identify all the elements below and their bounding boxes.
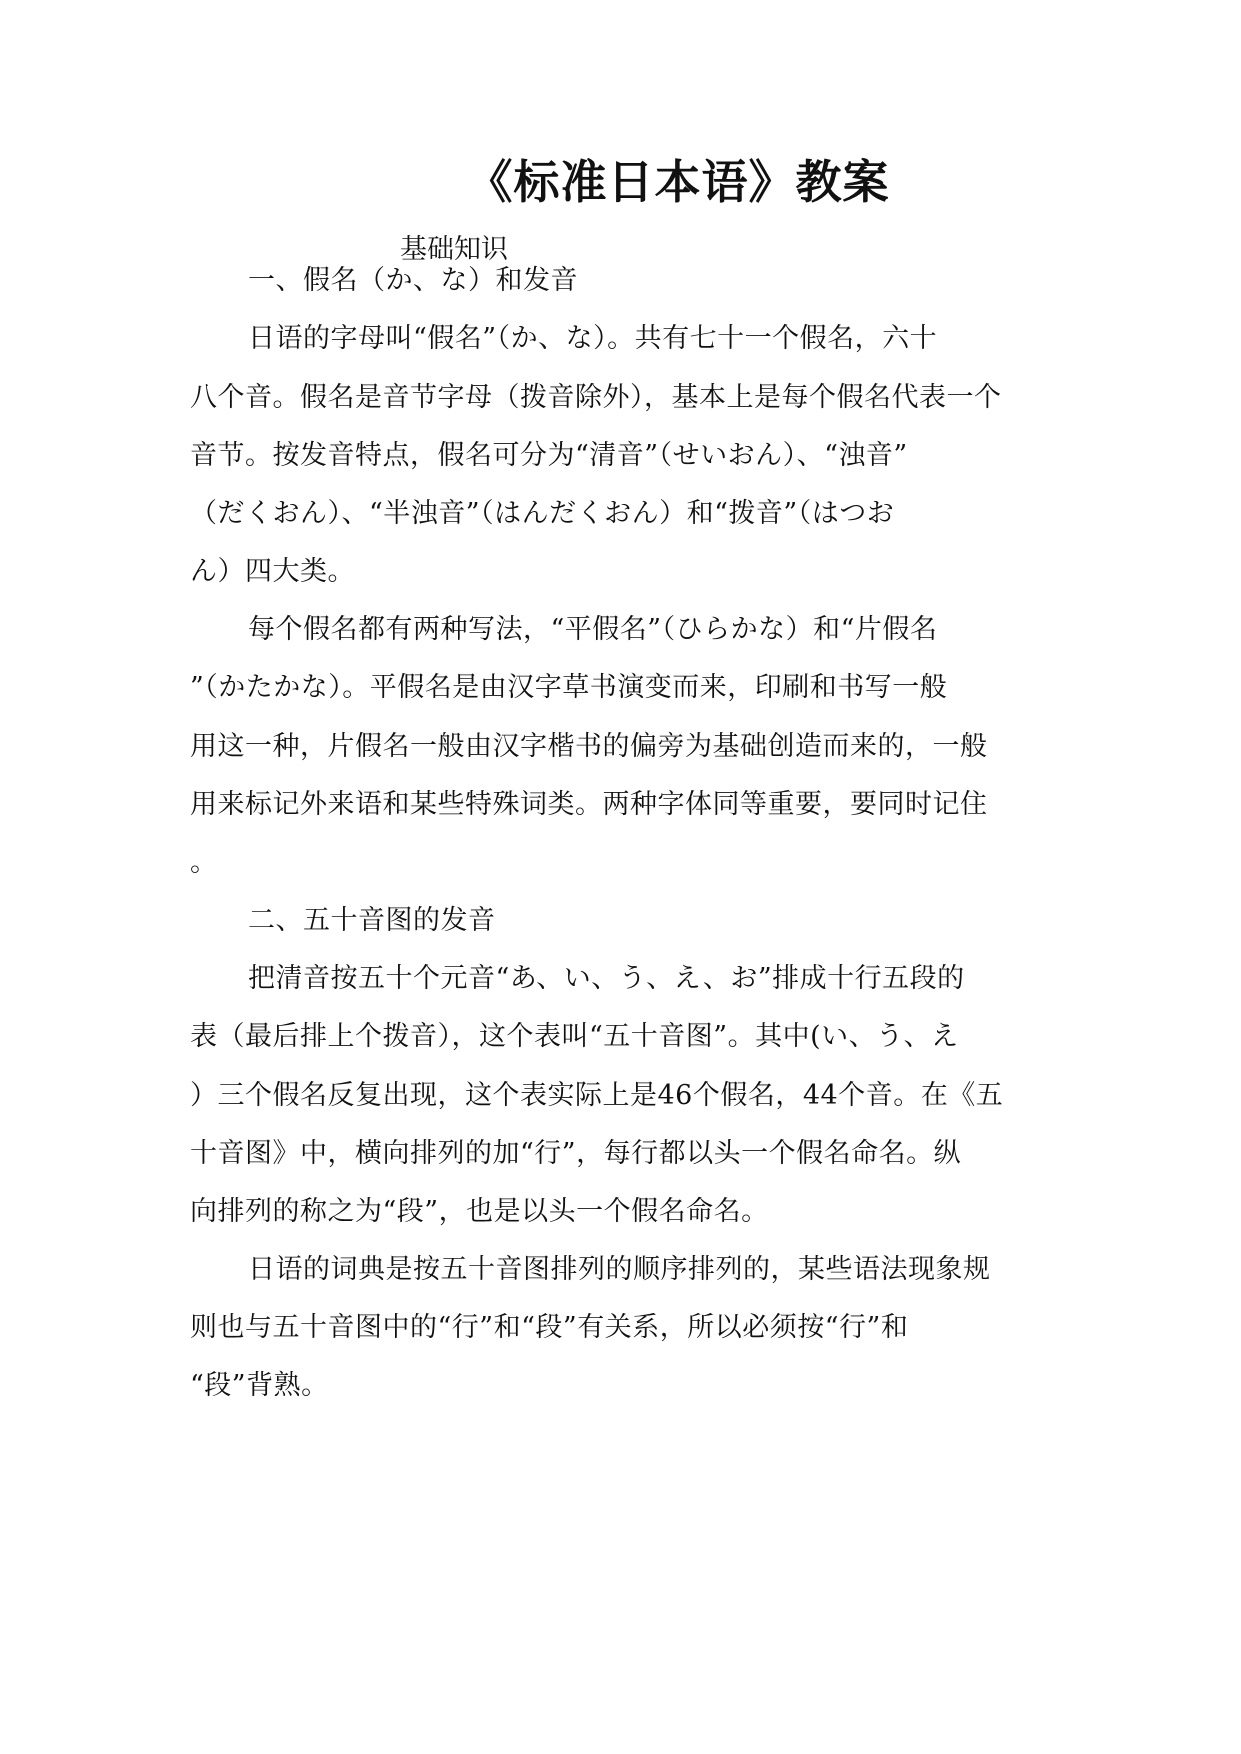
paragraph-line: “段”背熟。 (190, 1370, 329, 1401)
paragraph-line: 表（最后排上个拨音），这个表叫“五十音图”。其中(い、う、え (190, 1021, 959, 1052)
paragraph-line: ”（かたかな）。平假名是由汉字草书演变而来，印刷和书写一般 (190, 672, 948, 703)
paragraph-line: 用这一种，片假名一般由汉字楷书的偏旁为基础创造而来的，一般 (190, 731, 988, 762)
paragraph-line: ）三个假名反复出现，这个表实际上是46个假名，44个音。在《五 (190, 1080, 1004, 1111)
section-heading-1: 一、假名（か、な）和发音 (248, 265, 578, 296)
paragraph-line: 则也与五十音图中的“行”和“段”有关系，所以必须按“行”和 (190, 1312, 909, 1343)
paragraph-line: 日语的词典是按五十音图排列的顺序排列的，某些语法现象规 (248, 1254, 991, 1285)
paragraph-line: 十音图》中，横向排列的加“行”，每行都以头一个假名命名。纵 (190, 1138, 962, 1169)
paragraph-line: （だくおん）、“半浊音”（はんだくおん）和“拨音”（はつお (190, 498, 895, 529)
document-title: 《标准日本语》教案 (466, 155, 890, 209)
paragraph-line: 用来标记外来语和某些特殊词类。两种字体同等重要，要同时记住 (190, 789, 988, 820)
paragraph-line: 把清音按五十个元音“あ、い、う、え、お”排成十行五段的 (248, 963, 965, 994)
paragraph-line: 每个假名都有两种写法，“平假名”（ひらかな）和“片假名 (248, 614, 938, 645)
paragraph-line: ん）四大类。 (190, 556, 355, 587)
section-heading-2: 二、五十音图的发音 (248, 905, 496, 936)
paragraph-line: 音节。按发音特点，假名可分为“清音”（せいおん）、“浊音” (190, 440, 908, 471)
paragraph-line: 八个音。假名是音节字母（拨音除外），基本上是每个假名代表一个 (190, 382, 1002, 413)
paragraph-line: 。 (190, 847, 218, 878)
document-subtitle: 基础知识 (400, 234, 508, 265)
paragraph-line: 向排列的称之为“段”，也是以头一个假名命名。 (190, 1196, 769, 1227)
paragraph-line: 日语的字母叫“假名”（か、な）。共有七十一个假名，六十 (248, 323, 938, 354)
